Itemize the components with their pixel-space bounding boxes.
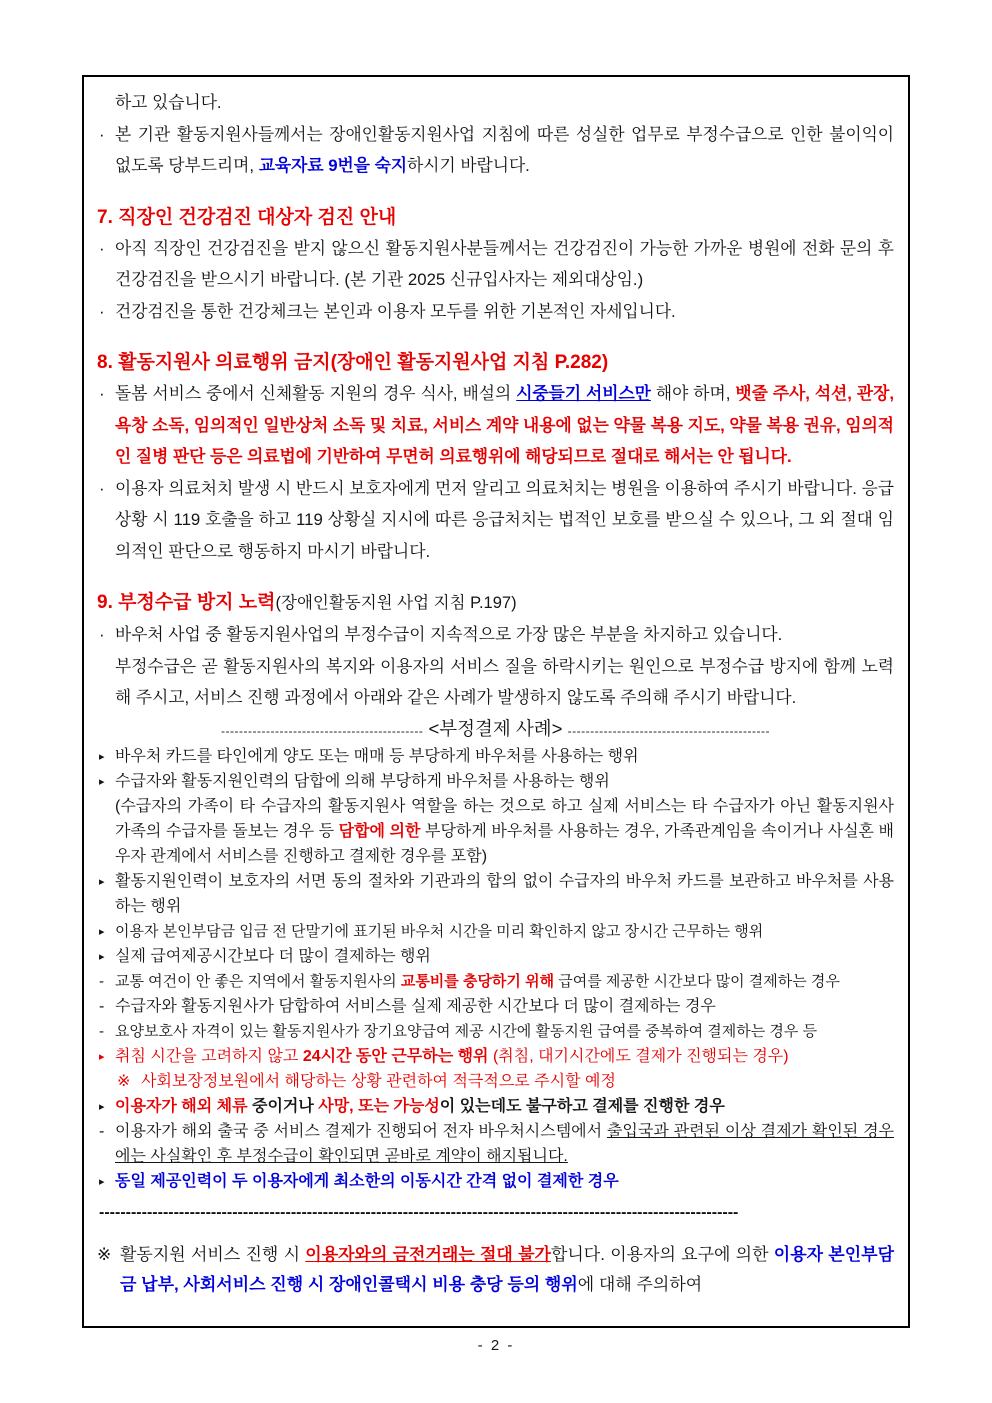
list-item-card-keeping — [97, 869, 894, 919]
bullet-marker: ▸ — [99, 875, 105, 888]
text-run: 부당하게 바우처를 사용하는 경우, 가족관계임을 속이거나 사실혼 배우자 관계에서 서비스를 진행하고 결제한 경우를 포함) — [115, 822, 895, 865]
text-run: 수급자와 활동지원사가 담합하여 서비스를 실제 제공한 시간보다 더 많이 결제하는 경우 — [115, 997, 716, 1015]
bullet-marker: ▸ — [99, 950, 105, 963]
text-run: 교통 여건이 안 좋은 지역에서 활동지원사의 — [115, 972, 401, 990]
text-run: 동일 제공인력이 두 이용자에게 최소한의 이동시간 간격 없이 결제한 경우 — [115, 1172, 619, 1190]
bullet-marker: - — [99, 997, 105, 1015]
text-run: 이용자 본인부담금 입금 전 단말기에 표기된 바우처 시간을 미리 확인하지 않고 장시간 근무하는 행위 — [115, 922, 764, 940]
text-run: 활동지원인력이 보호자의 서면 동의 절차와 기관과의 합의 없이 수급자의 바우처 카드를 보관하고 바우처를 사용하는 행위 — [115, 872, 894, 915]
text-run: 사회보장정보원에서 해당하는 상황 관련하여 적극적으로 주시할 예정 — [141, 1072, 616, 1090]
text-run: 본 기관 활동지원사들께서는 장애인활동지원사업 지침에 따른 성실한 업무로 부정수급으로 인한 불이익이 없도록 당부드리며, — [115, 124, 894, 175]
list-subitem-overseas-billing — [97, 1119, 894, 1169]
bullet-marker: · — [99, 478, 105, 498]
paragraph-fraud-intro-2 — [97, 651, 894, 714]
text-run: 건강검진을 통한 건강체크는 본인과 이용자 모두를 위한 기본적인 자세입니다. — [115, 301, 676, 321]
list-item-collusion — [97, 769, 894, 794]
text-run: <부정결제 사례> — [423, 717, 568, 739]
money-warning-note — [97, 1240, 894, 1300]
text-run: 부정수급은 곧 활동지원사의 복지와 이용자의 서비스 질을 하락시키는 원인으로 부정수급 방지에 함께 노력해 주시고, 서비스 진행 과정에서 아래와 같은 사례가 발생하지 않도록 주의해 주시기 바랍니다. — [115, 656, 894, 707]
text-run: 뱃줄 주사, 석션, 관장, 욕창 소독, 임의적인 일반상처 소독 및 치료, 서비스 계약 내용에 없는 약물 복용 지도, 약물 복용 권유, 임의적인 질병 판단 등은 의료법에 기반하여 무면허 의료행위에 해당되므로 절대로 해서는 안 됩니다. — [115, 384, 894, 466]
text-run: 이용자가 해외 출국 중 서비스 결제가 진행되어 전자 바우처시스템에서 — [115, 1122, 607, 1140]
text-run: 8. 활동지원사 의료행위 금지(장애인 활동지원사업 지침 P.282) — [97, 352, 609, 373]
text-run: 중이거나 — [247, 1097, 319, 1115]
bullet-marker: - — [99, 1122, 105, 1140]
paragraph-medical-ban — [97, 378, 894, 473]
bullet-marker: ▸ — [99, 1050, 105, 1063]
text-run: 담합에 의한 — [338, 822, 421, 840]
text-run: 이 있는데도 불구하고 결제를 진행한 경우 — [439, 1097, 725, 1115]
text-run: 하시기 바랍니다. — [407, 156, 530, 175]
list-subitem-transport-cost — [97, 969, 894, 994]
text-run: 이용자 의료처치 발생 시 반드시 보호자에게 먼저 알리고 의료처치는 병원을 이용하여 주시기 바랍니다. 응급상황 시 119 호출을 하고 119 상황실 지시에 따른 응급처치는 법적인 보호를 받으실 수 있으나, 그 외 절대 임의적인 판단으로 행동하지 마시기 바랍니다. — [115, 478, 894, 561]
list-item-no-travel-gap — [97, 1169, 894, 1194]
list-item-card-transfer — [97, 744, 894, 769]
paragraph-fraud-intro-1 — [97, 619, 894, 651]
paragraph-checkup-2 — [97, 296, 894, 328]
section-heading-9 — [97, 587, 894, 619]
list-item-24hour-work — [97, 1044, 894, 1069]
text-run: 활동지원 서비스 진행 시 — [120, 1244, 306, 1264]
bullet-marker: · — [99, 384, 105, 403]
text-run: --------------------------------------------- — [567, 723, 770, 738]
bullet-marker: ※ — [97, 1244, 112, 1264]
document-body — [97, 87, 894, 1300]
list-item-overbilling — [97, 944, 894, 969]
paragraph-medical-emergency — [97, 473, 894, 568]
text-run: (수급자의 가족이 타 수급자의 활동지원사 역할을 하는 것으로 하고 실제 서비스는 타 수급자가 아닌 활동지원사 가족의 수급자를 돌보는 경우 등 — [115, 797, 894, 840]
list-item-overseas-death — [97, 1094, 894, 1119]
text-run: 교육자료 9번을 숙지 — [258, 156, 408, 175]
text-run: 이용자와의 금전거래는 절대 불가 — [305, 1244, 551, 1264]
text-run: 돌봄 서비스 중에서 신체활동 지원의 경우 식사, 배설의 — [115, 384, 517, 403]
text-run: 하고 있습니다. — [115, 93, 222, 112]
bullet-marker: · — [99, 301, 105, 321]
bullet-marker: - — [99, 1022, 104, 1040]
bullet-marker: ▸ — [99, 775, 105, 788]
text-run: 시중들기 서비스만 — [516, 384, 651, 403]
text-run: 취침 시간을 고려하지 않고 — [115, 1047, 303, 1065]
text-run: 에 대해 주의하여 — [577, 1274, 703, 1294]
bullet-marker: ▸ — [99, 750, 105, 763]
list-item-time-check — [97, 919, 894, 944]
list-subitem-collusion-overbilling — [97, 994, 894, 1019]
text-run: 실제 급여제공시간보다 더 많이 결제하는 행위 — [115, 947, 431, 965]
bullet-marker: · — [99, 238, 105, 258]
list-item-collusion-detail — [97, 794, 894, 869]
bullet-marker: ▸ — [99, 1100, 105, 1113]
text-run: (장애인활동지원 사업 지침 P.197) — [275, 594, 517, 612]
text-run: ------------------------------------------------------------------------------------------------------------------------ — [99, 1203, 739, 1221]
list-subitem-duplicate-billing — [97, 1019, 894, 1044]
text-run: (취침, 대기시간에도 결제가 진행되는 경우) — [488, 1047, 789, 1065]
text-run: 사망, 또는 가능성 — [318, 1097, 440, 1115]
text-run: 요양보호사 자격이 있는 활동지원사가 장기요양급여 제공 시간에 활동지원 급여를 중복하여 결제하는 경우 등 — [115, 1022, 818, 1040]
section-heading-8 — [97, 347, 894, 378]
fraud-cases-separator — [97, 716, 894, 744]
text-run: 출입국과 관련된 이상 결제가 확인된 경우에는 사실확인 후 부정수급이 확인되면 곧바로 계약이 해지됩니다. — [115, 1122, 894, 1165]
paragraph-guideline — [97, 119, 894, 182]
text-run: 9. 부정수급 방지 노력 — [97, 592, 276, 613]
text-run: 바우처 카드를 타인에게 양도 또는 매매 등 부당하게 바우처를 사용하는 행위 — [115, 747, 639, 765]
page-number: - 2 - — [477, 1337, 515, 1354]
text-run: 7. 직장인 건강검진 대상자 검진 안내 — [97, 206, 397, 228]
text-run: 해야 하며, — [650, 384, 736, 403]
page-border-box — [82, 75, 910, 1328]
section-heading-7 — [97, 202, 894, 233]
bullet-marker: ▸ — [99, 1175, 105, 1188]
bold-dashed-divider — [97, 1200, 894, 1226]
bullet-marker: ※ — [117, 1072, 131, 1090]
bullet-marker: · — [99, 625, 105, 644]
continued-paragraph — [97, 87, 894, 119]
bullet-marker: ▸ — [99, 925, 105, 938]
text-run: 수급자와 활동지원인력의 담합에 의해 부당하게 바우처를 사용하는 행위 — [115, 772, 610, 790]
text-run: --------------------------------------------- — [221, 723, 424, 738]
list-note-monitoring — [97, 1069, 894, 1094]
text-run: 아직 직장인 건강검진을 받지 않으신 활동지원사분들께서는 건강검진이 가능한 가까운 병원에 전화 문의 후 건강검진을 받으시기 바랍니다. (본 기관 2025 신규입사자는 제외대상임.) — [115, 238, 894, 289]
text-run: 바우처 사업 중 활동지원사업의 부정수급이 지속적으로 가장 많은 부분을 차지하고 있습니다. — [115, 625, 783, 644]
text-run: 이용자 본인부담금 납부, 사회서비스 진행 시 장애인콜택시 비용 충당 등의 행위 — [120, 1244, 894, 1294]
paragraph-checkup-1 — [97, 233, 894, 296]
bullet-marker: - — [99, 972, 104, 990]
bullet-marker: · — [99, 124, 105, 144]
text-run: 교통비를 충당하기 위해 — [400, 972, 555, 990]
text-run: 급여를 제공한 시간보다 많이 결제하는 경우 — [554, 972, 840, 990]
text-run: 24시간 동안 근무하는 행위 — [302, 1047, 489, 1065]
text-run: 합니다. 이용자의 요구에 의한 — [550, 1244, 774, 1264]
text-run: 이용자가 해외 체류 — [115, 1097, 248, 1115]
